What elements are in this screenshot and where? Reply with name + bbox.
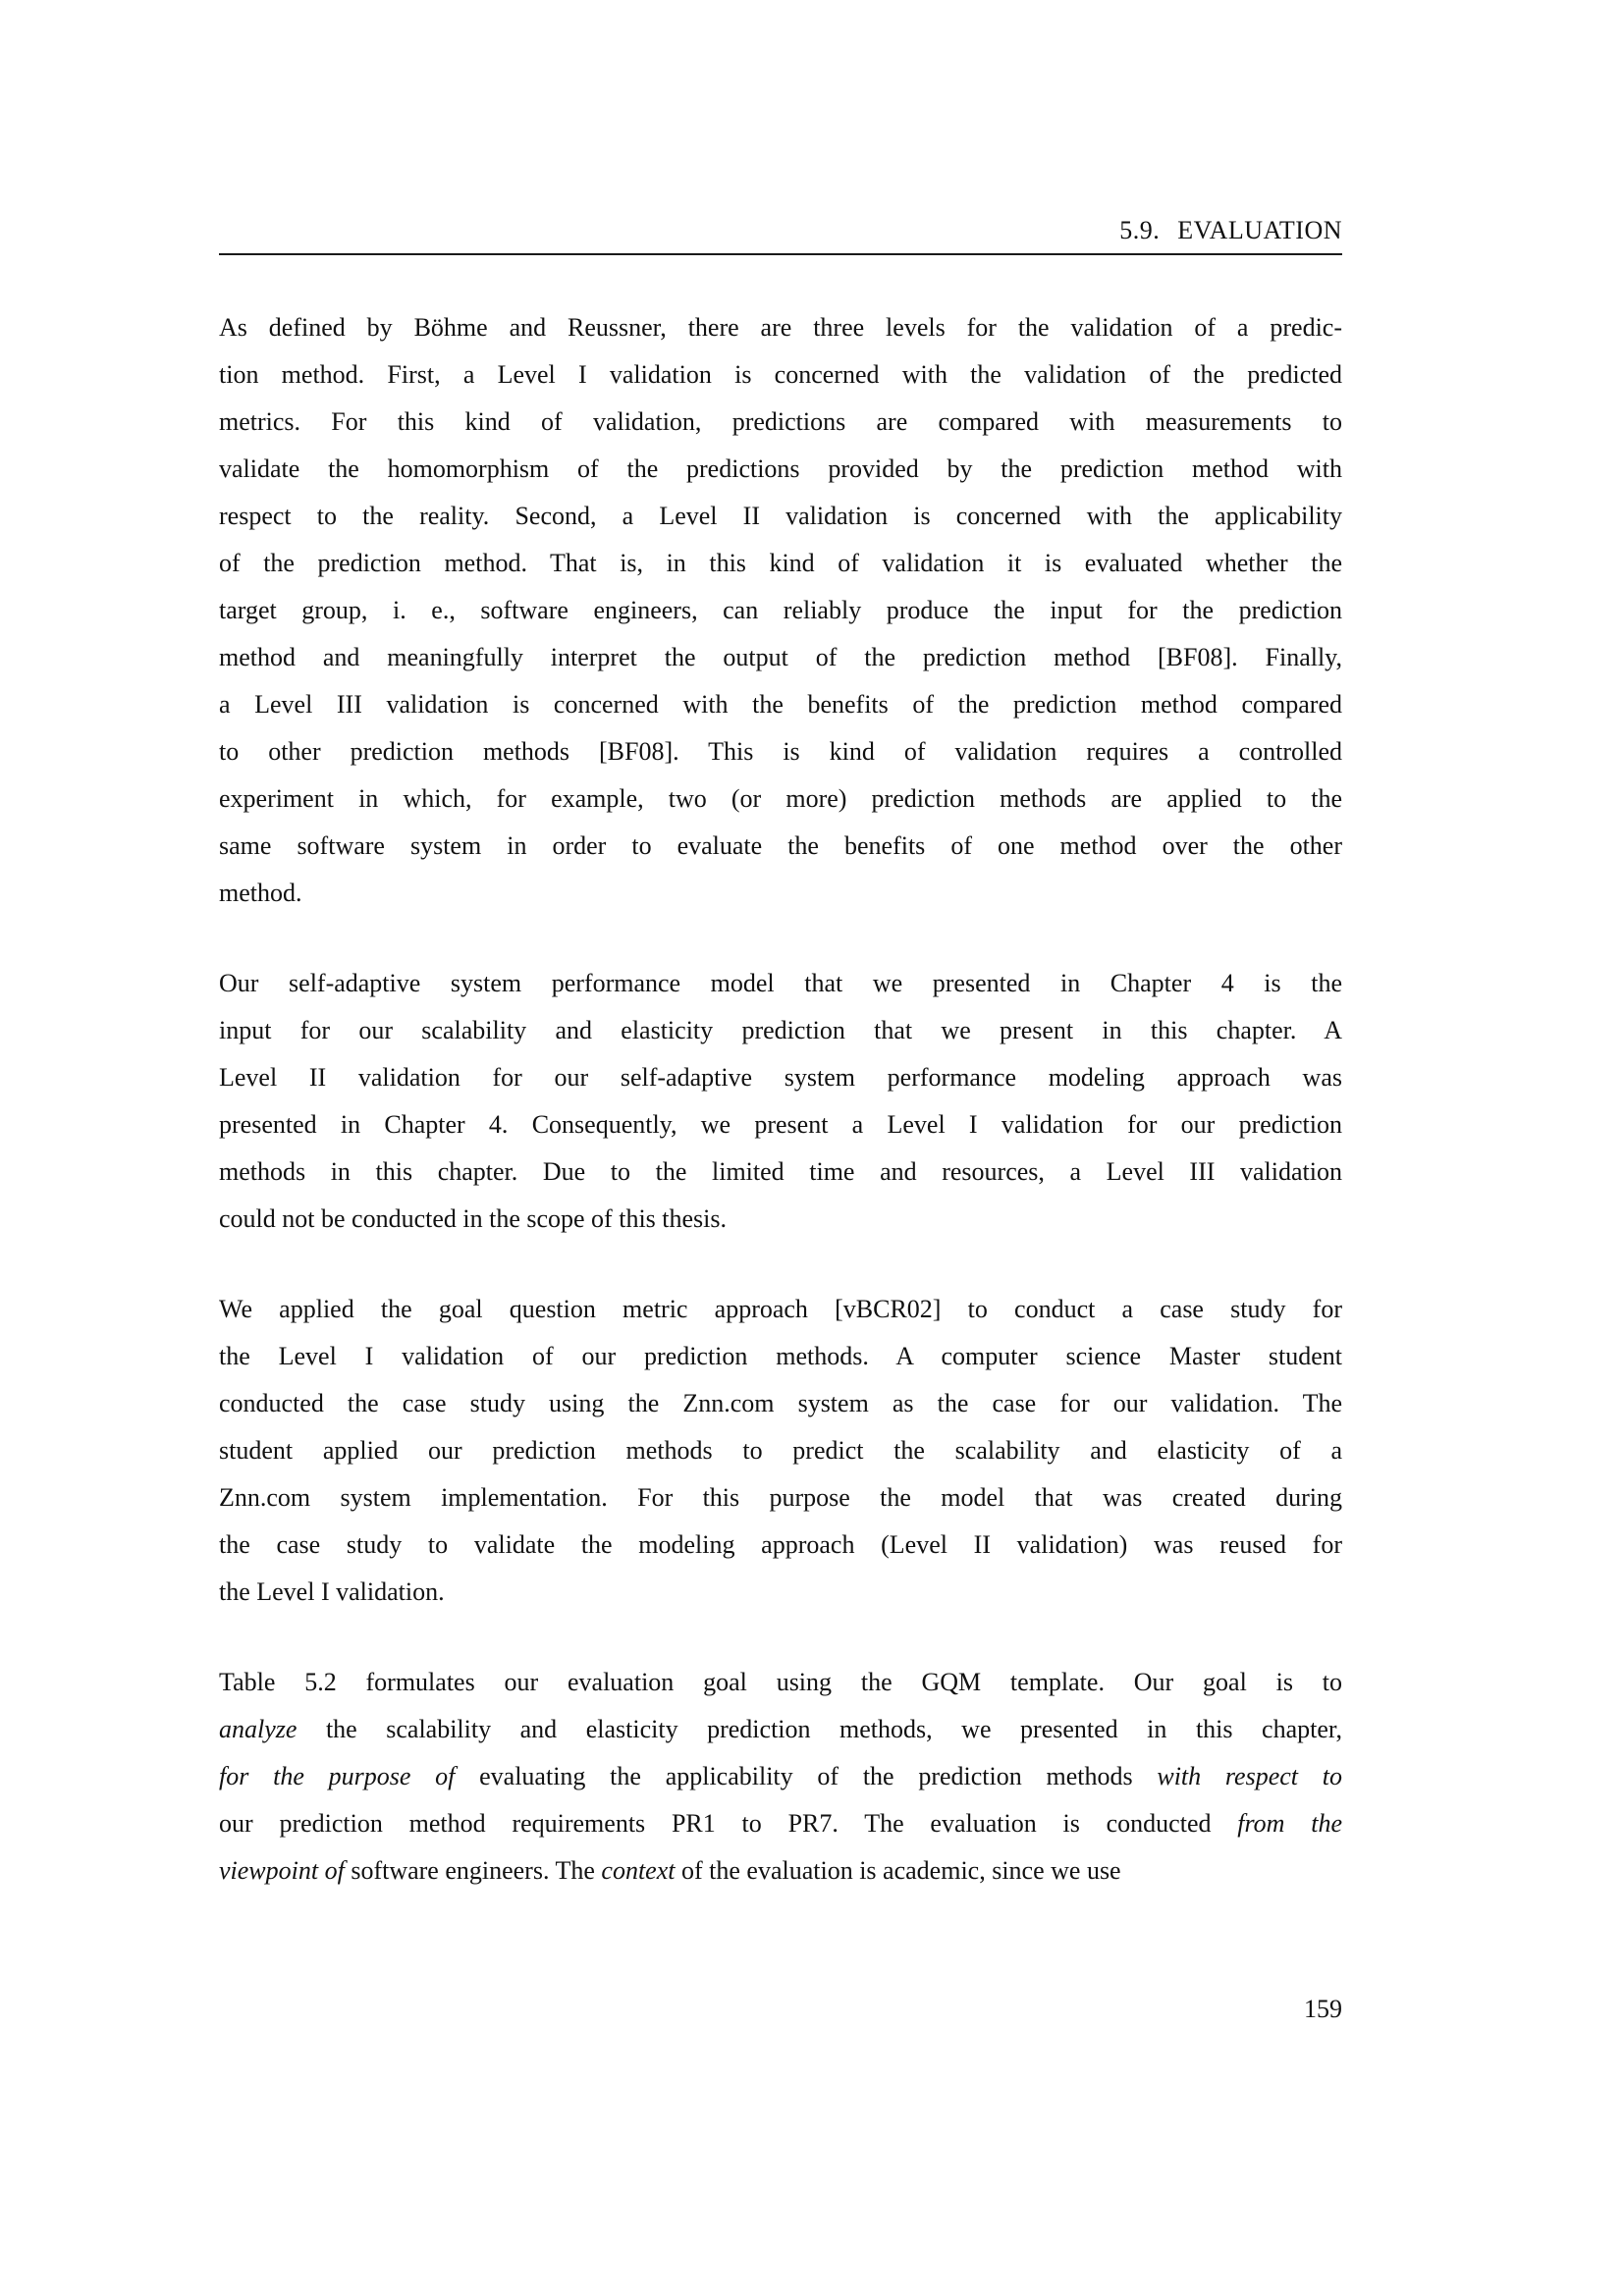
- paragraph: [219, 1659, 1342, 1895]
- text-segment: conducted the case study using the Znn.com system as the case for our validation. The: [219, 1389, 1342, 1417]
- paragraph: [219, 304, 1342, 917]
- text-line: [219, 493, 1342, 540]
- italic-text-segment: with respect to: [1157, 1762, 1342, 1790]
- text-line: [219, 870, 1342, 917]
- text-segment: methods in this chapter. Due to the limited time and resources, a Level III validation: [219, 1157, 1342, 1186]
- text-segment: tion method. First, a Level I validation is concerned with the validation of the predicted: [219, 360, 1342, 389]
- text-segment: of the evaluation is academic, since we use: [675, 1856, 1121, 1885]
- text-segment: target group, i. e., software engineers, can reliably produce the input for the prediction: [219, 596, 1342, 624]
- text-segment: our prediction method requirements PR1 to PR7. The evaluation is conducted: [219, 1809, 1238, 1838]
- body-text: [219, 304, 1342, 1895]
- text-segment: the scalability and elasticity prediction methods, we presented in this chapter,: [297, 1715, 1342, 1743]
- text-line: [219, 1007, 1342, 1054]
- text-segment: experiment in which, for example, two (or more) prediction methods are applied to the: [219, 784, 1342, 813]
- text-line: [219, 775, 1342, 823]
- text-segment: respect to the reality. Second, a Level II validation is concerned with the applicability: [219, 502, 1342, 530]
- text-line: [219, 1054, 1342, 1101]
- text-segment: presented in Chapter 4. Consequently, we present a Level I validation for our prediction: [219, 1110, 1342, 1139]
- text-segment: Level II validation for our self-adaptive system performance modeling approach was: [219, 1063, 1342, 1092]
- text-line: [219, 960, 1342, 1007]
- text-line: [219, 728, 1342, 775]
- text-segment: to other prediction methods [BF08]. This is kind of validation requires a controlled: [219, 737, 1342, 766]
- italic-text-segment: from the: [1237, 1809, 1342, 1838]
- text-segment: evaluating the applicability of the prediction methods: [455, 1762, 1158, 1790]
- italic-text-segment: context: [601, 1856, 676, 1885]
- text-line: [219, 1286, 1342, 1333]
- text-segment: We applied the goal question metric approach [vBCR02] to conduct a case study for: [219, 1295, 1342, 1323]
- text-segment: software engineers. The: [344, 1856, 602, 1885]
- text-line: [219, 446, 1342, 493]
- text-segment: of the prediction method. That is, in this kind of validation it is evaluated whether the: [219, 549, 1342, 577]
- text-line: [219, 1427, 1342, 1474]
- text-line: [219, 823, 1342, 870]
- text-segment: method and meaningfully interpret the output of the prediction method [BF08]. Finally,: [219, 643, 1342, 671]
- text-line: [219, 1706, 1342, 1753]
- running-header: [219, 216, 1342, 245]
- text-segment: Table 5.2 formulates our evaluation goal using the GQM template. Our goal is to: [219, 1668, 1342, 1696]
- text-line: [219, 587, 1342, 634]
- text-line: [219, 399, 1342, 446]
- text-segment: method.: [219, 879, 302, 907]
- text-line: [219, 1148, 1342, 1196]
- text-segment: a Level III validation is concerned with the benefits of the prediction method compared: [219, 690, 1342, 719]
- text-line: [219, 681, 1342, 728]
- text-segment: input for our scalability and elasticity prediction that we present in this chapter. A: [219, 1016, 1342, 1044]
- text-line: [219, 1196, 1342, 1243]
- text-line: [219, 634, 1342, 681]
- text-segment: the case study to validate the modeling approach (Level II validation) was reused for: [219, 1530, 1342, 1559]
- text-segment: the Level I validation.: [219, 1577, 445, 1606]
- italic-text-segment: for the purpose of: [219, 1762, 456, 1790]
- text-line: [219, 304, 1342, 351]
- page-number: 159: [1304, 1995, 1342, 2023]
- italic-text-segment: viewpoint of: [219, 1856, 345, 1885]
- paragraph: [219, 1286, 1342, 1616]
- text-line: [219, 1847, 1342, 1895]
- text-segment: student applied our prediction methods to predict the scalability and elasticity of a: [219, 1436, 1342, 1465]
- text-segment: could not be conducted in the scope of this thesis.: [219, 1204, 728, 1233]
- text-line: [219, 1333, 1342, 1380]
- text-segment: validate the homomorphism of the predictions provided by the prediction method with: [219, 454, 1342, 483]
- text-segment: metrics. For this kind of validation, predictions are compared with measurements to: [219, 407, 1342, 436]
- paragraph: [219, 960, 1342, 1243]
- header-rule: [219, 253, 1342, 255]
- text-line: [219, 1569, 1342, 1616]
- text-segment: Znn.com system implementation. For this purpose the model that was created during: [219, 1483, 1342, 1512]
- text-line: [219, 1800, 1342, 1847]
- text-line: [219, 1101, 1342, 1148]
- text-segment: the Level I validation of our prediction methods. A computer science Master student: [219, 1342, 1342, 1370]
- header-section-number: 5.9.: [1119, 216, 1161, 244]
- header-section-title: EVALUATION: [1177, 216, 1342, 244]
- text-segment: As defined by Böhme and Reussner, there are three levels for the validation of a predic-: [219, 313, 1342, 342]
- text-line: [219, 1380, 1342, 1427]
- text-line: [219, 1474, 1342, 1522]
- text-line: [219, 1522, 1342, 1569]
- italic-text-segment: analyze: [219, 1715, 298, 1743]
- text-line: [219, 1753, 1342, 1800]
- text-segment: Our self-adaptive system performance model that we presented in Chapter 4 is the: [219, 969, 1342, 997]
- text-segment: same software system in order to evaluate the benefits of one method over the other: [219, 831, 1342, 860]
- text-line: [219, 540, 1342, 587]
- text-line: [219, 1659, 1342, 1706]
- text-line: [219, 351, 1342, 399]
